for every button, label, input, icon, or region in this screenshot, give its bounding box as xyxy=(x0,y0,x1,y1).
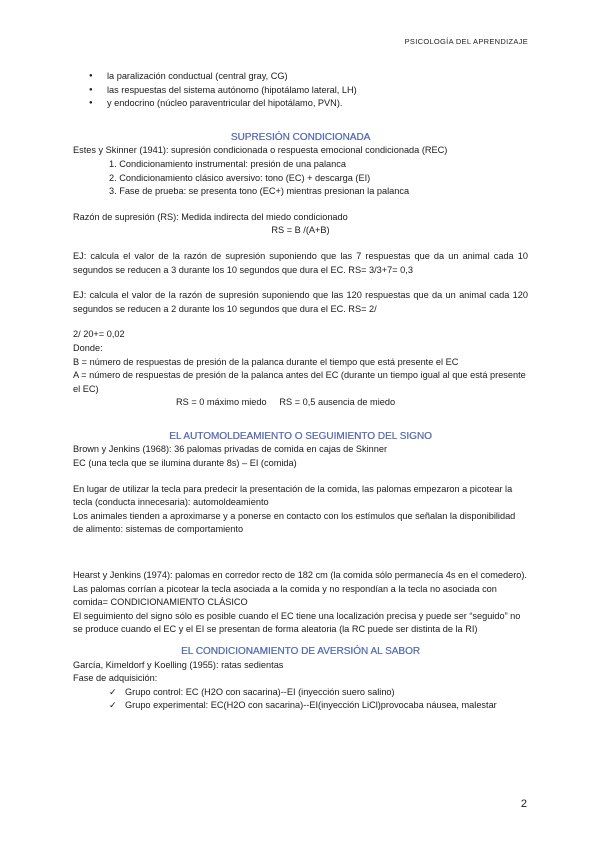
check-item xyxy=(73,699,528,713)
paragraph: En lugar de utilizar la tecla para predecir la presentación de la comida, las palomas empezaron a picotear la tecla (conducta innecesaria): automoldeamiento xyxy=(73,483,513,508)
section-heading: EL AUTOMOLDEAMIENTO O SEGUIMIENTO DEL SIGNO xyxy=(169,430,432,442)
paragraph: Razón de supresión (RS): Medida indirecta del miedo condicionado xyxy=(73,211,348,222)
paragraph: Brown y Jenkins (1968): 36 palomas privadas de comida en cajas de Skinner xyxy=(73,444,388,455)
checkmark-icon: ✓ xyxy=(109,700,117,711)
formula: RS = B /(A+B) xyxy=(271,225,330,236)
example-paragraph: EJ: calcula el valor de la razón de supresión suponiendo que las 120 respuestas que da un animal cada 120 segundos se reducen a 2 durante los 10 segundos que dura el EC. RS= 2/ xyxy=(73,290,528,314)
page-number: 2 xyxy=(520,798,527,810)
bullet-item: ● y endocrino (núcleo paraventricular del hipotálamo, PVN). xyxy=(73,97,528,111)
paragraph: Hearst y Jenkins (1974): palomas en corredor recto de 182 cm (la comida sólo permanecía 4s en el comedero). xyxy=(73,570,527,581)
paragraph: Las palomas corrían a picotear la tecla asociada a la comida y no respondían a la tecla no asociada con comida= CONDICIONAMIENTO CLÁSICO xyxy=(73,583,497,608)
section-heading: EL CONDICIONAMIENTO DE AVERSIÓN AL SABOR xyxy=(181,646,420,657)
running-header: PSICOLOGÍA DEL APRENDIZAJE xyxy=(404,37,528,46)
paragraph: EC (una tecla que se ilumina durante 8s) – EI (comida) xyxy=(73,458,297,469)
numbered-item: 3. Fase de prueba: se presenta tono (EC+) mientras presionan la palanca xyxy=(109,186,410,197)
example-paragraph: EJ: calcula el valor de la razón de supresión suponiendo que las 7 respuestas que da un animal cada 10 segundos se reducen a 3 durante los 10 segundos que dura el EC. RS= 3/3+7= 0,3 xyxy=(73,250,528,275)
check-item-text: Grupo experimental: EC(H2O con sacarina)--EI(inyección LiCl)provocaba náusea, malestar xyxy=(125,700,497,711)
paragraph: Donde: xyxy=(73,342,103,353)
definition: B = número de respuestas de presión de la palanca durante el tiempo que está presente el EC xyxy=(73,356,459,367)
paragraph: El seguimiento del signo sólo es posible cuando el EC tiene una localización precisa y puede ser “seguido” no se produce cuando el EC y el EI se presentan de forma aleatoria (la RC puede ser distinta de la RI) xyxy=(73,610,521,635)
check-item xyxy=(73,686,528,700)
paragraph: 2/ 20+= 0,02 xyxy=(73,329,125,340)
bullet-item: ● las respuestas del sistema autónomo (hipotálamo lateral, LH) xyxy=(73,84,528,98)
page-content xyxy=(73,70,528,713)
checkmark-icon: ✓ xyxy=(109,686,117,697)
definition: A = número de respuestas de presión de la palanca antes del EC (durante un tiempo igual al que está presente el EC) xyxy=(73,370,526,394)
check-item-text: Grupo control: EC (H2O con sacarina)--EI (inyección suero salino) xyxy=(125,686,395,697)
formula-range: RS = 0 máximo miedo RS = 0,5 ausencia de miedo xyxy=(176,397,396,408)
section-heading: SUPRESIÓN CONDICIONADA xyxy=(230,131,371,143)
paragraph: Los animales tienden a aproximarse y a ponerse en contacto con los estímulos que señalan la disponibilidad de alimento: sistemas de comportamiento xyxy=(73,510,516,535)
numbered-item: 1. Condicionamiento instrumental: presión de una palanca xyxy=(109,158,346,169)
bullet-item: ● la paralización conductual (central gray, CG) xyxy=(73,70,528,84)
paragraph: Fase de adquisición: xyxy=(73,673,158,684)
paragraph: Estes y Skinner (1941): supresión condicionada o respuesta emocional condicionada (REC) xyxy=(73,145,448,156)
paragraph: García, Kimeldorf y Koelling (1955): ratas sedientas xyxy=(73,659,284,670)
numbered-item: 2. Condicionamiento clásico aversivo: tono (EC) + descarga (EI) xyxy=(109,172,371,183)
